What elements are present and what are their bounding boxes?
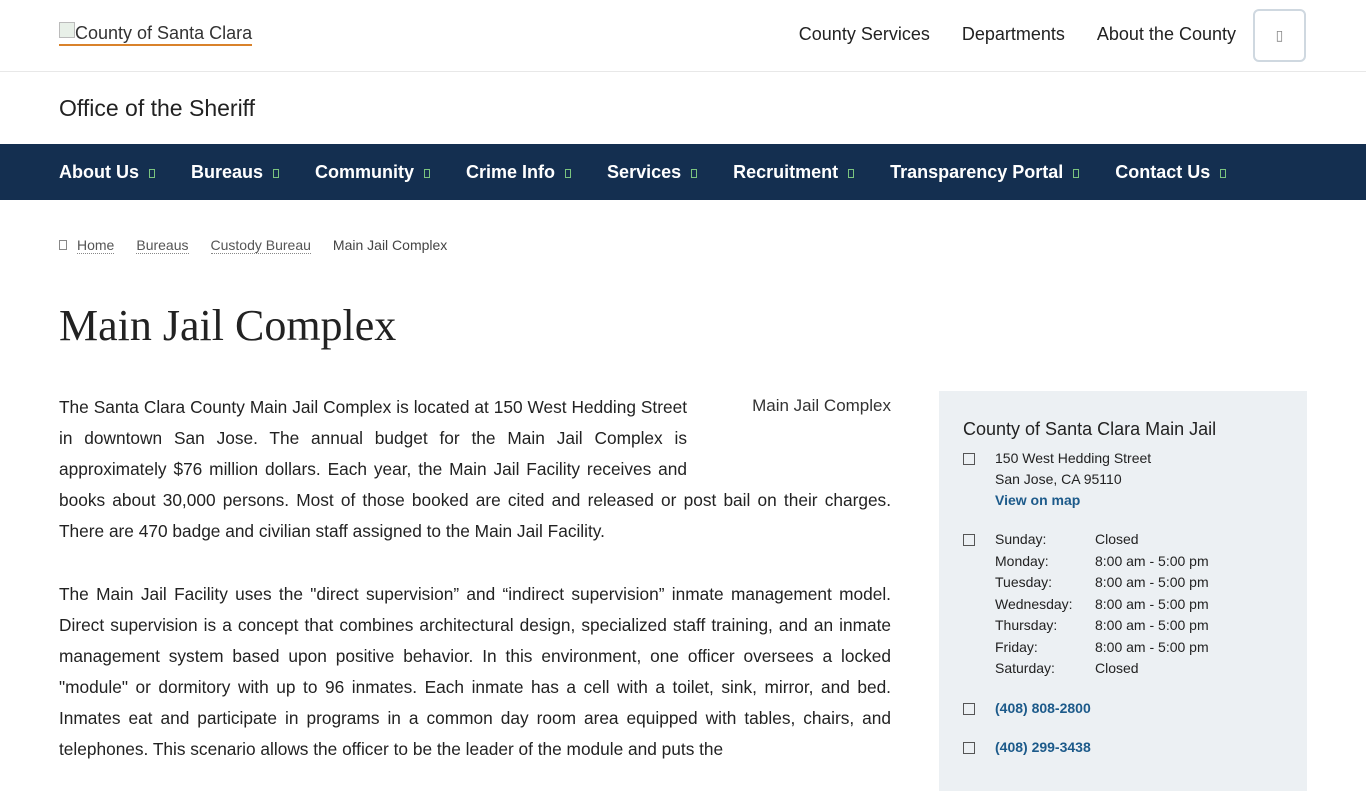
nav-about-us[interactable] <box>59 162 155 183</box>
time: Closed <box>1095 531 1139 547</box>
chevron-down-icon <box>149 169 155 178</box>
fax-link[interactable]: (408) 299-3438 <box>995 738 1091 755</box>
page-title: Main Jail Complex <box>59 301 397 350</box>
hours-row <box>995 529 1209 551</box>
nav-transparency-portal[interactable] <box>890 162 1079 183</box>
nav-recruitment[interactable] <box>733 162 854 183</box>
breadcrumb-current: Main Jail Complex <box>332 237 448 253</box>
chevron-down-icon <box>565 169 571 178</box>
breadcrumb-home[interactable]: Home <box>77 237 115 253</box>
view-on-map-link[interactable]: View on map <box>995 492 1081 508</box>
site-title: Office of the Sheriff <box>59 94 256 121</box>
home-icon <box>59 240 67 250</box>
nav-crime-info[interactable] <box>466 162 571 183</box>
address-line1: 150 West Hedding Street <box>995 450 1152 466</box>
day: Saturday: <box>995 660 1055 676</box>
hours-row <box>995 572 1209 594</box>
time: 8:00 am - 5:00 pm <box>1095 574 1209 590</box>
county-logo-link[interactable]: County of Santa Clara <box>59 22 252 46</box>
breadcrumb-custody-bureau[interactable]: Custody Bureau <box>210 237 311 253</box>
chevron-down-icon <box>273 169 279 178</box>
nav-label: Community <box>315 161 415 182</box>
top-header <box>0 0 1366 72</box>
day: Friday: <box>995 638 1038 655</box>
nav-bureaus[interactable] <box>191 162 279 183</box>
paragraph: The Santa Clara County Main Jail Complex is located at 150 West Hedding Street in downtown San Jose. The annual budget for the Main Jail Complex is approximately $76 million dollars. Each year, the Main Jail Facility receives and books about 30,000 persons. Most of those booked are cited and released or post bail on their charges. There are 470 badge and civilian staff assigned to the Main Jail Facility. <box>59 397 891 541</box>
hours-row <box>995 551 1209 573</box>
nav-label: Contact Us <box>1115 161 1211 182</box>
chevron-down-icon <box>424 169 430 178</box>
hours-row <box>995 594 1209 616</box>
breadcrumb <box>59 237 447 254</box>
day: Monday: <box>995 552 1049 569</box>
nav-services[interactable] <box>607 162 697 183</box>
location-title: County of Santa Clara Main Jail <box>963 419 1217 439</box>
map-marker-icon <box>963 453 975 465</box>
day: Thursday: <box>995 617 1058 633</box>
day: Sunday: <box>995 531 1047 547</box>
menu-button[interactable] <box>1253 9 1306 62</box>
clock-icon <box>963 534 975 546</box>
chevron-down-icon <box>848 169 854 178</box>
top-nav-about-county[interactable]: About the County <box>1096 24 1236 44</box>
hours-table <box>995 529 1209 680</box>
main-jail-image: Main Jail Complex <box>752 396 891 415</box>
main-nav <box>0 144 1366 200</box>
top-nav-departments[interactable]: Departments <box>961 24 1065 44</box>
nav-label: Crime Info <box>466 161 556 182</box>
nav-contact-us[interactable] <box>1115 162 1226 183</box>
chevron-down-icon <box>1220 169 1226 178</box>
time: 8:00 am - 5:00 pm <box>1095 595 1209 612</box>
hours-row <box>995 615 1209 637</box>
hours-row <box>995 658 1209 680</box>
top-nav <box>799 24 1236 45</box>
time: 8:00 am - 5:00 pm <box>1095 638 1209 655</box>
phone-icon <box>963 703 975 715</box>
address-line2: San Jose, CA 95110 <box>995 471 1122 487</box>
phone-link[interactable]: (408) 808-2800 <box>995 699 1091 716</box>
location-sidebar <box>939 391 1307 791</box>
day: Tuesday: <box>995 574 1053 590</box>
nav-label: About Us <box>59 161 139 182</box>
top-nav-county-services[interactable]: County Services <box>798 24 930 44</box>
time: Closed <box>1095 660 1139 676</box>
chevron-down-icon <box>691 169 697 178</box>
chevron-down-icon <box>1073 169 1079 178</box>
time: 8:00 am - 5:00 pm <box>1095 617 1209 633</box>
nav-label: Services <box>607 161 682 182</box>
day: Wednesday: <box>995 595 1073 612</box>
paragraph: The Main Jail Facility uses the "direct supervision” and “indirect supervision” inmate management model. Direct supervision is a concept that combines architectural design, specialized staff training, and an inmate management system based upon positive behavior. In this environment, one officer oversees a locked "module" or dormitory with up to 96 inmates. Each inmate has a cell with a toilet, sink, mirror, and bed. Inmates eat and participate in programs in a common day room area equipped with tables, chairs, and telephones. This scenario allows the officer to be the leader of the module and puts the <box>59 584 891 759</box>
breadcrumb-bureaus[interactable]: Bureaus <box>136 237 189 253</box>
hamburger-icon: ▯ <box>1275 27 1284 43</box>
main-content <box>59 392 891 797</box>
fax-icon <box>963 742 975 754</box>
nav-label: Transparency Portal <box>890 161 1064 182</box>
hours-row <box>995 637 1209 659</box>
time: 8:00 am - 5:00 pm <box>1095 552 1209 569</box>
nav-community[interactable] <box>315 162 430 183</box>
nav-label: Bureaus <box>191 161 264 182</box>
nav-label: Recruitment <box>733 161 839 182</box>
